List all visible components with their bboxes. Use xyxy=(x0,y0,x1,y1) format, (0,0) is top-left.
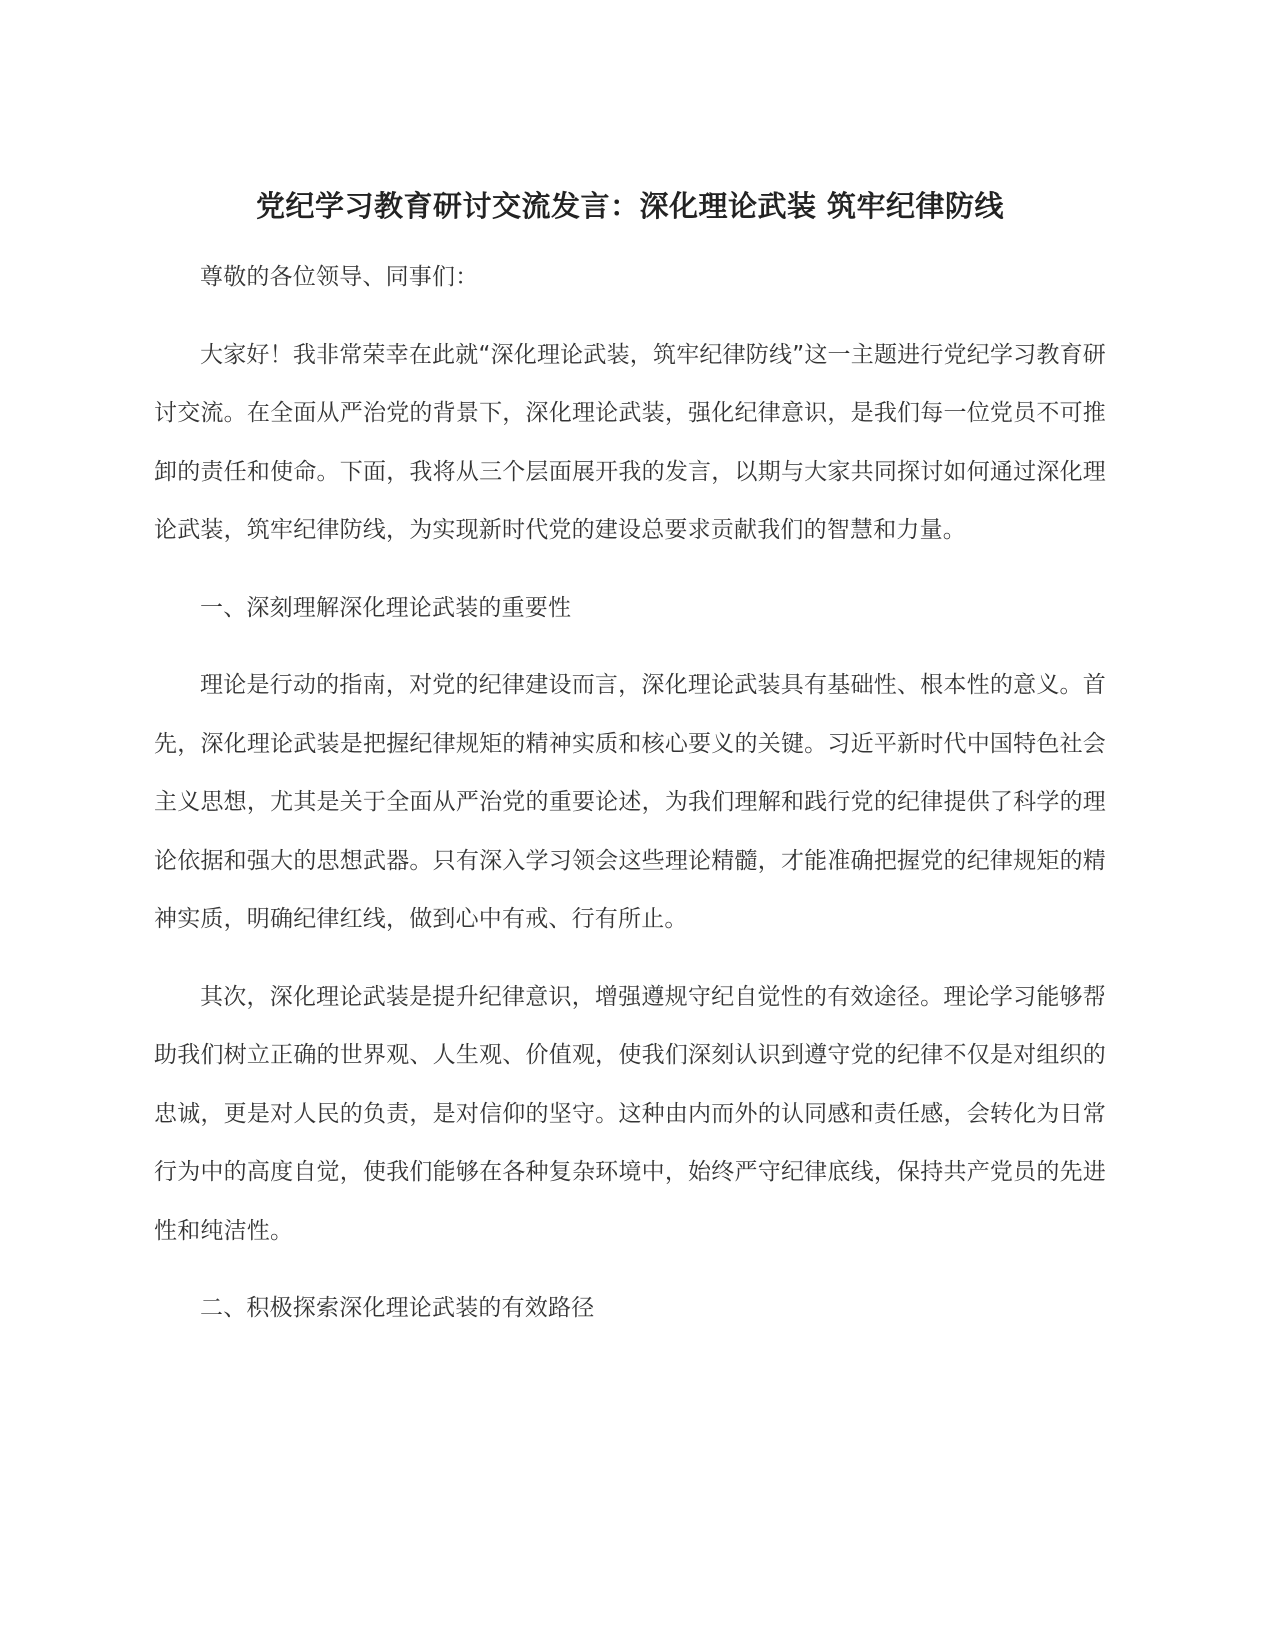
greeting-paragraph: 尊敬的各位领导、同事们： xyxy=(200,264,479,290)
section-1-paragraph-1: 理论是行动的指南，对党的纪律建设而言，深化理论武装具有基础性、根本性的意义。首先，深化理论武装是把握纪律规矩的精神实质和核心要义的关键。习近平新时代中国特色社会主义思想，尤其是关于全面从严治党的重要论述，为我们理解和践行党的纪律提供了科学的理论依据和强大的思想武器。只有深入学习领会这些理论精髓，才能准确把握党的纪律规矩的精神实质，明确纪律红线，做到心中有戒、行有所止。 xyxy=(154,672,1106,932)
section-2-heading: 二、积极探索深化理论武装的有效路径 xyxy=(200,1295,595,1321)
section-1-paragraph-2: 其次，深化理论武装是提升纪律意识，增强遵规守纪自觉性的有效途径。理论学习能够帮助我们树立正确的世界观、人生观、价值观，使我们深刻认识到遵守党的纪律不仅是对组织的忠诚，更是对人民的负责，是对信仰的坚守。这种由内而外的认同感和责任感，会转化为日常行为中的高度自觉，使我们能够在各种复杂环境中，始终严守纪律底线，保持共产党员的先进性和纯洁性。 xyxy=(154,983,1106,1244)
document-title: 党纪学习教育研讨交流发言：深化理论武装 筑牢纪律防线 xyxy=(255,189,1005,223)
document-body xyxy=(154,248,1106,1357)
section-1-heading: 一、深刻理解深化理论武装的重要性 xyxy=(200,594,572,621)
intro-paragraph: 大家好！我非常荣幸在此就“深化理论武装，筑牢纪律防线”这一主题进行党纪学习教育研讨交流。在全面从严治党的背景下，深化理论武装，强化纪律意识，是我们每一位党员不可推卸的责任和使命。下面，我将从三个层面展开我的发言，以期与大家共同探讨如何通过深化理论武装，筑牢纪律防线，为实现新时代党的建设总要求贡献我们的智慧和力量。 xyxy=(154,341,1106,543)
